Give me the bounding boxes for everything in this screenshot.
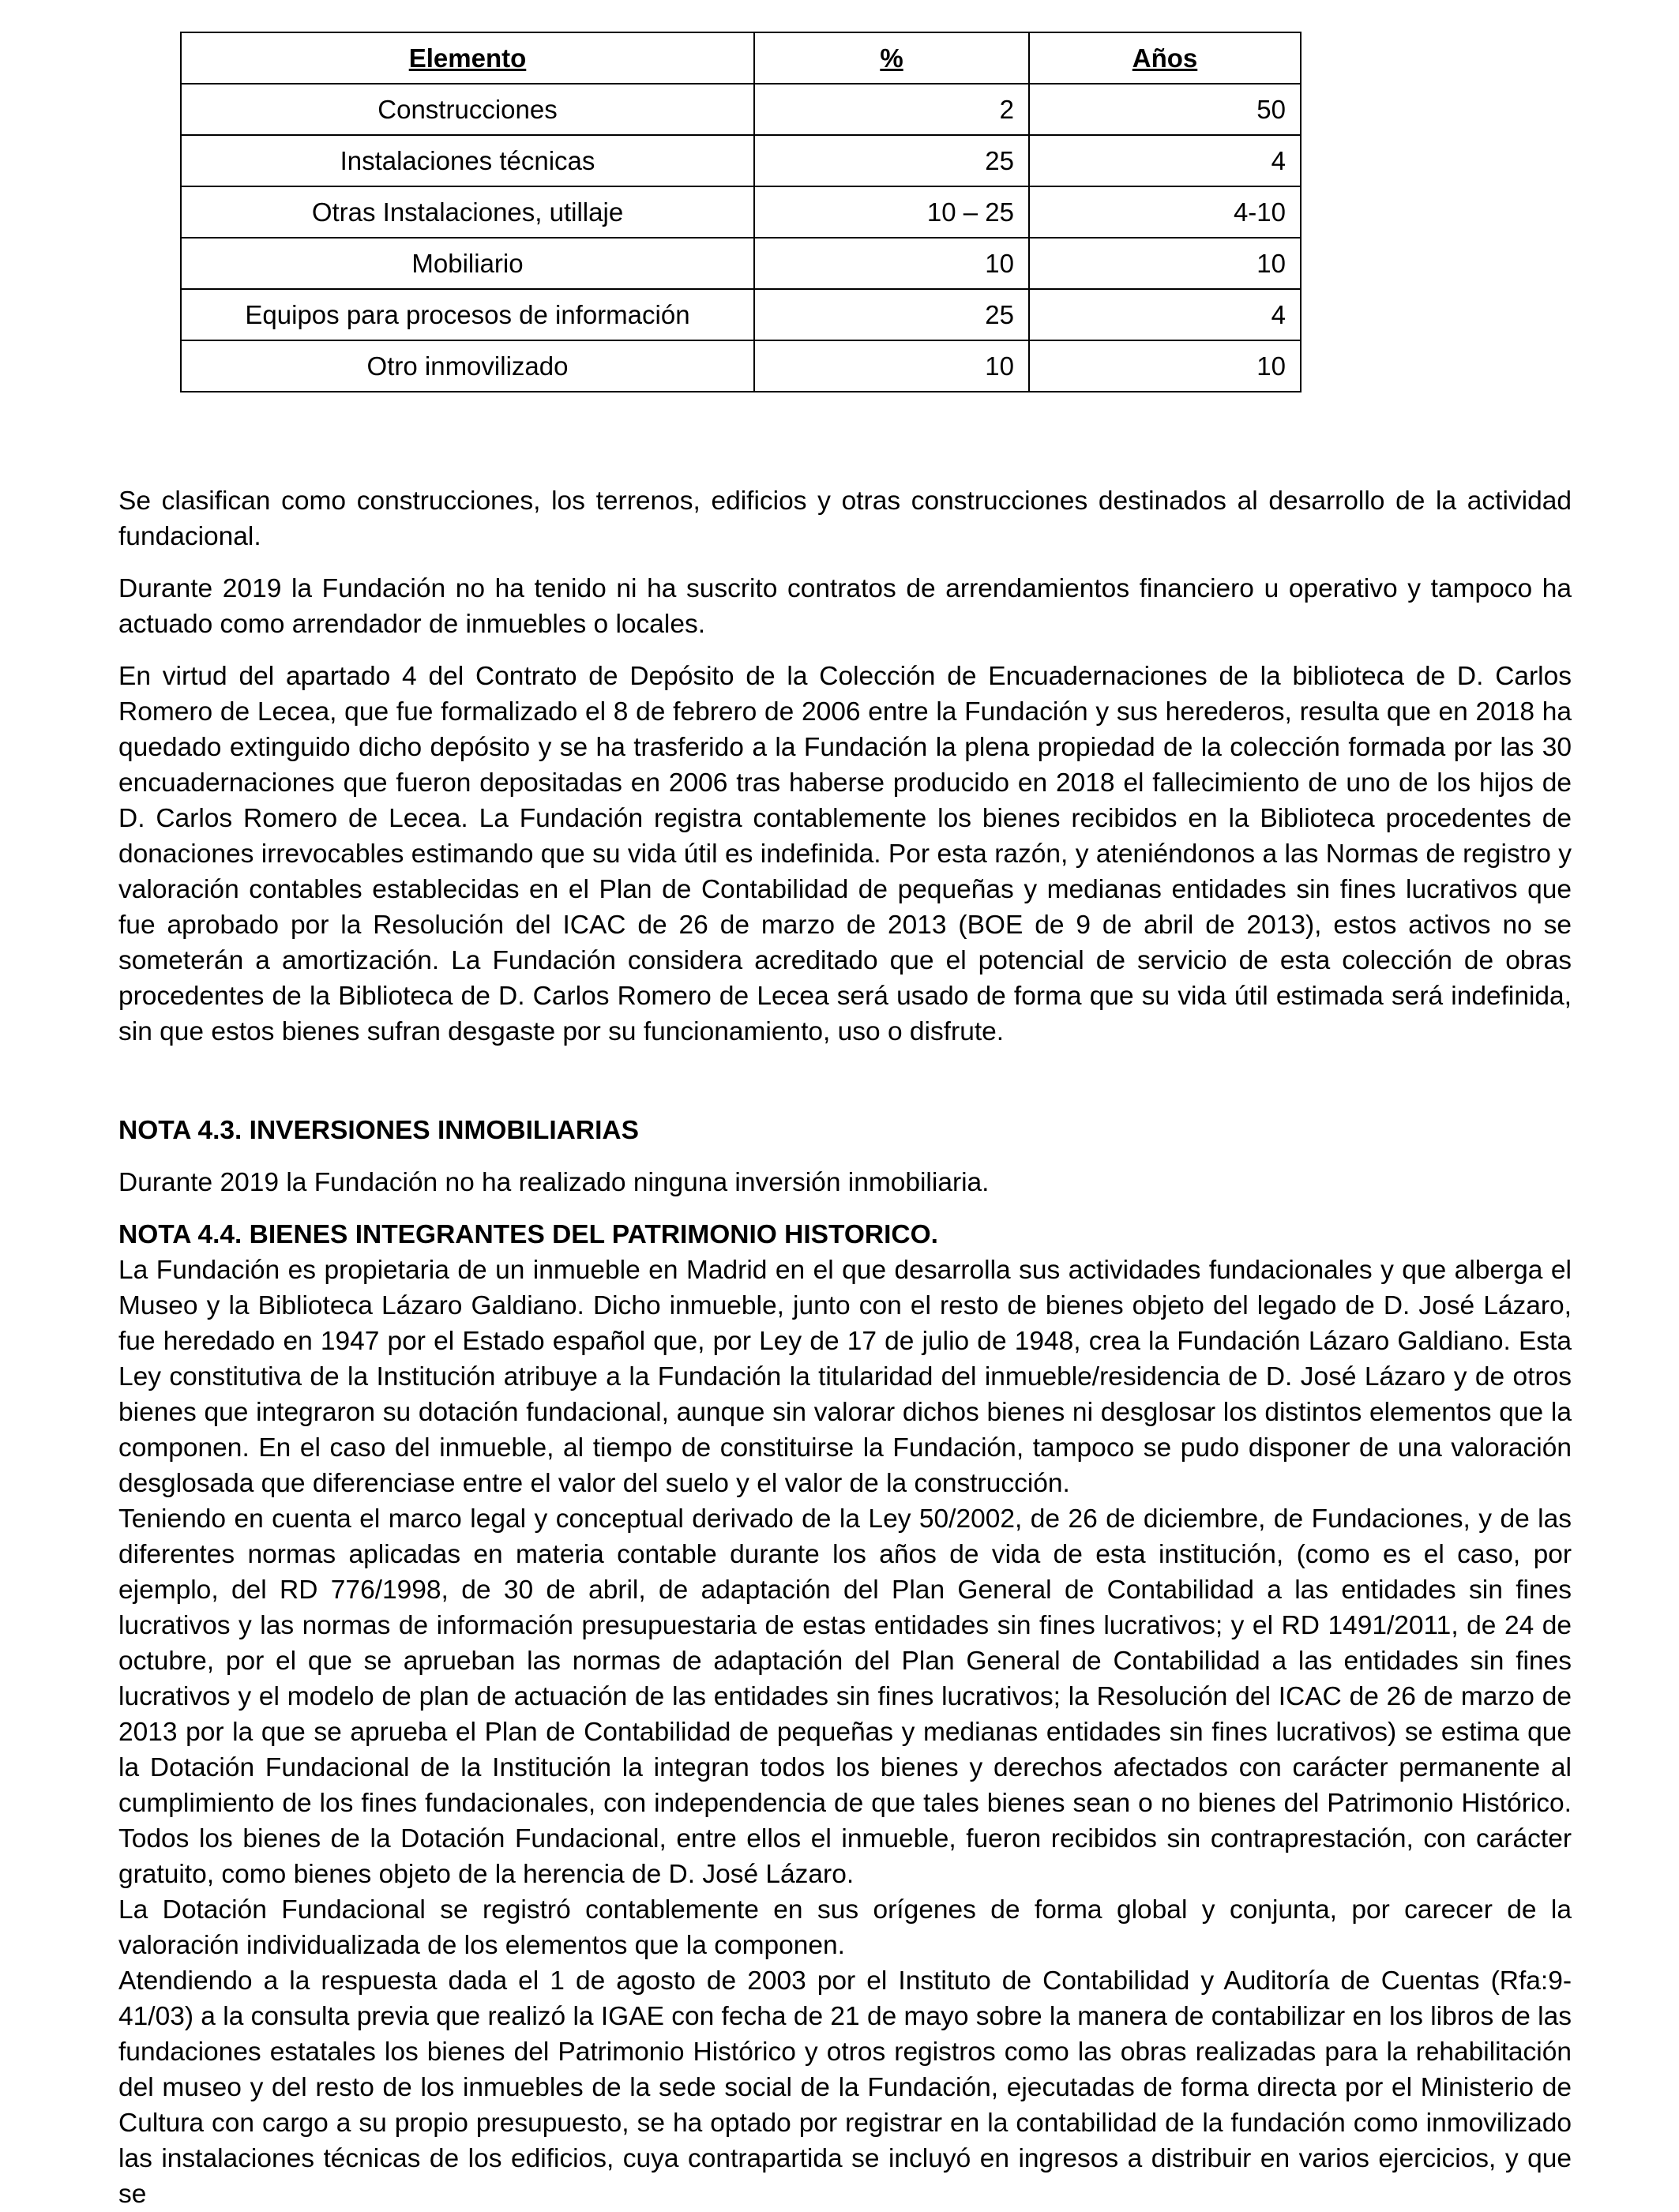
paragraph-respuesta-icac: Atendiendo a la respuesta dada el 1 de agosto de 2003 por el Instituto de Contabilidad y Auditoría de Cuentas (Rfa:9-41/03) a la consulta previa que realizó la IGAE con fecha de 21 de mayo sobre la manera de contabilizar en los libros de las fundaciones estatales los bienes del Patrimonio Histórico y otros registros como las obras realizadas para la rehabilitación del museo y del resto de los inmuebles de la sede social de la Fundación, ejecutadas de forma directa por el Ministerio de Cultura con cargo a su propio presupuesto, se ha optado por registrar en la contabilidad de la fundación como inmovilizado las instalaciones técnicas de los edificios, cuya contrapartida se incluyó en ingresos a distribuir en varios ejercicios, y que se xyxy=(118,1966,1572,2209)
table-row xyxy=(181,289,1301,340)
table-row xyxy=(181,238,1301,289)
cell-percent: 2 xyxy=(754,84,1029,135)
header-elemento: Elemento xyxy=(181,32,754,84)
table-header-row xyxy=(181,32,1301,84)
cell-years: 10 xyxy=(1029,340,1301,392)
table-row xyxy=(181,135,1301,186)
body-text xyxy=(118,483,1572,2212)
paragraph-inversiones: Durante 2019 la Fundación no ha realizado ninguna inversión inmobiliaria. xyxy=(118,1168,990,1197)
cell-element: Otro inmovilizado xyxy=(181,340,754,392)
cell-element: Equipos para procesos de información xyxy=(181,289,754,340)
cell-years: 4 xyxy=(1029,135,1301,186)
cell-element: Otras Instalaciones, utillaje xyxy=(181,186,754,238)
cell-element: Mobiliario xyxy=(181,238,754,289)
heading-nota-4-3: NOTA 4.3. INVERSIONES INMOBILIARIAS xyxy=(118,1116,639,1145)
cell-years: 4 xyxy=(1029,289,1301,340)
paragraph-marco-legal: Teniendo en cuenta el marco legal y conceptual derivado de la Ley 50/2002, de 26 de diciembre, de Fundaciones, y de las diferentes normas aplicadas en materia contable durante los años de vida de esta institución, (como es el caso, por ejemplo, del RD 776/1998, de 30 de abril, de adaptación del Plan General de Contabilidad a las entidades sin fines lucrativos y las normas de información presupuestaria de estas entidades sin fines lucrativos; y el RD 1491/2011, de 24 de octubre, por el que se aprueban las normas de adaptación del Plan General de Contabilidad a las entidades sin fines lucrativos y el modelo de plan de actuación de las entidades sin fines lucrativos; la Resolución del ICAC de 26 de marzo de 2013 por la que se aprueba el Plan de Contabilidad de pequeñas y medianas entidades sin fines lucrativos) se estima que la Dotación Fundacional de la Institución la integran todos los bienes y derechos afectados con carácter permanente al cumplimiento de los fines fundacionales, con independencia de que tales bienes sean o no bienes del Patrimonio Histórico. Todos los bienes de la Dotación Fundacional, entre ellos el inmueble, fueron recibidos sin contraprestación, con carácter gratuito, como bienes objeto de la herencia de D. José Lázaro. xyxy=(118,1504,1572,1889)
table-row xyxy=(181,186,1301,238)
paragraph-construcciones: Se clasifican como construcciones, los terrenos, edificios y otras construcciones destinados al desarrollo de la actividad fundacional. xyxy=(118,486,1572,551)
paragraph-dotacion: La Dotación Fundacional se registró contablemente en sus orígenes de forma global y conjunta, por carecer de la valoración individualizada de los elementos que la componen. xyxy=(118,1895,1572,1960)
cell-years: 10 xyxy=(1029,238,1301,289)
table-row xyxy=(181,340,1301,392)
cell-percent: 25 xyxy=(754,289,1029,340)
cell-element: Instalaciones técnicas xyxy=(181,135,754,186)
paragraph-arrendamientos: Durante 2019 la Fundación no ha tenido ni ha suscrito contratos de arrendamientos financiero u operativo y tampoco ha actuado como arrendador de inmuebles o locales. xyxy=(118,574,1572,639)
header-percent: % xyxy=(754,32,1029,84)
cell-percent: 10 – 25 xyxy=(754,186,1029,238)
cell-years: 50 xyxy=(1029,84,1301,135)
paragraph-encuadernaciones: En virtud del apartado 4 del Contrato de Depósito de la Colección de Encuadernaciones de la biblioteca de D. Carlos Romero de Lecea, que fue formalizado el 8 de febrero de 2006 entre la Fundación y sus herederos, resulta que en 2018 ha quedado extinguido dicho depósito y se ha trasferido a la Fundación la plena propiedad de la colección formada por las 30 encuadernaciones que fueron depositadas en 2006 tras haberse producido en 2018 el fallecimiento de uno de los hijos de D. Carlos Romero de Lecea. La Fundación registra contablemente los bienes recibidos en la Biblioteca procedentes de donaciones irrevocables estimando que su vida útil es indefinida. Por esta razón, y ateniéndonos a las Normas de registro y valoración contables establecidas en el Plan de Contabilidad de pequeñas y medianas entidades sin fines lucrativos que fue aprobado por la Resolución del ICAC de 26 de marzo de 2013 (BOE de 9 de abril de 2013), estos activos no se someterán a amortización. La Fundación considera acreditado que el potencial de servicio de esta colección de obras procedentes de la Biblioteca de D. Carlos Romero de Lecea será usado de forma que su vida útil estimada será indefinida, sin que estos bienes sufran desgaste por su funcionamiento, uso o disfrute. xyxy=(118,662,1572,1046)
paragraph-inmueble-madrid: La Fundación es propietaria de un inmueble en Madrid en el que desarrolla sus actividades fundacionales y que alberga el Museo y la Biblioteca Lázaro Galdiano. Dicho inmueble, junto con el resto de bienes objeto del legado de D. José Lázaro, fue heredado en 1947 por el Estado español que, por Ley de 17 de julio de 1948, crea la Fundación Lázaro Galdiano. Esta Ley constitutiva de la Institución atribuye a la Fundación la titularidad del inmueble/residencia de D. José Lázaro y de otros bienes que integraron su dotación fundacional, aunque sin valorar dichos bienes ni desglosar los distintos elementos que la componen. En el caso del inmueble, al tiempo de constituirse la Fundación, tampoco se pudo disponer de una valoración desglosada que diferenciase entre el valor del suelo y el valor de la construcción. xyxy=(118,1256,1572,1498)
cell-percent: 25 xyxy=(754,135,1029,186)
depreciation-table xyxy=(180,32,1302,392)
cell-element: Construcciones xyxy=(181,84,754,135)
cell-percent: 10 xyxy=(754,238,1029,289)
cell-percent: 10 xyxy=(754,340,1029,392)
header-years: Años xyxy=(1029,32,1301,84)
heading-nota-4-4: NOTA 4.4. BIENES INTEGRANTES DEL PATRIMONIO HISTORICO. xyxy=(118,1220,938,1249)
cell-years: 4-10 xyxy=(1029,186,1301,238)
table-row xyxy=(181,84,1301,135)
